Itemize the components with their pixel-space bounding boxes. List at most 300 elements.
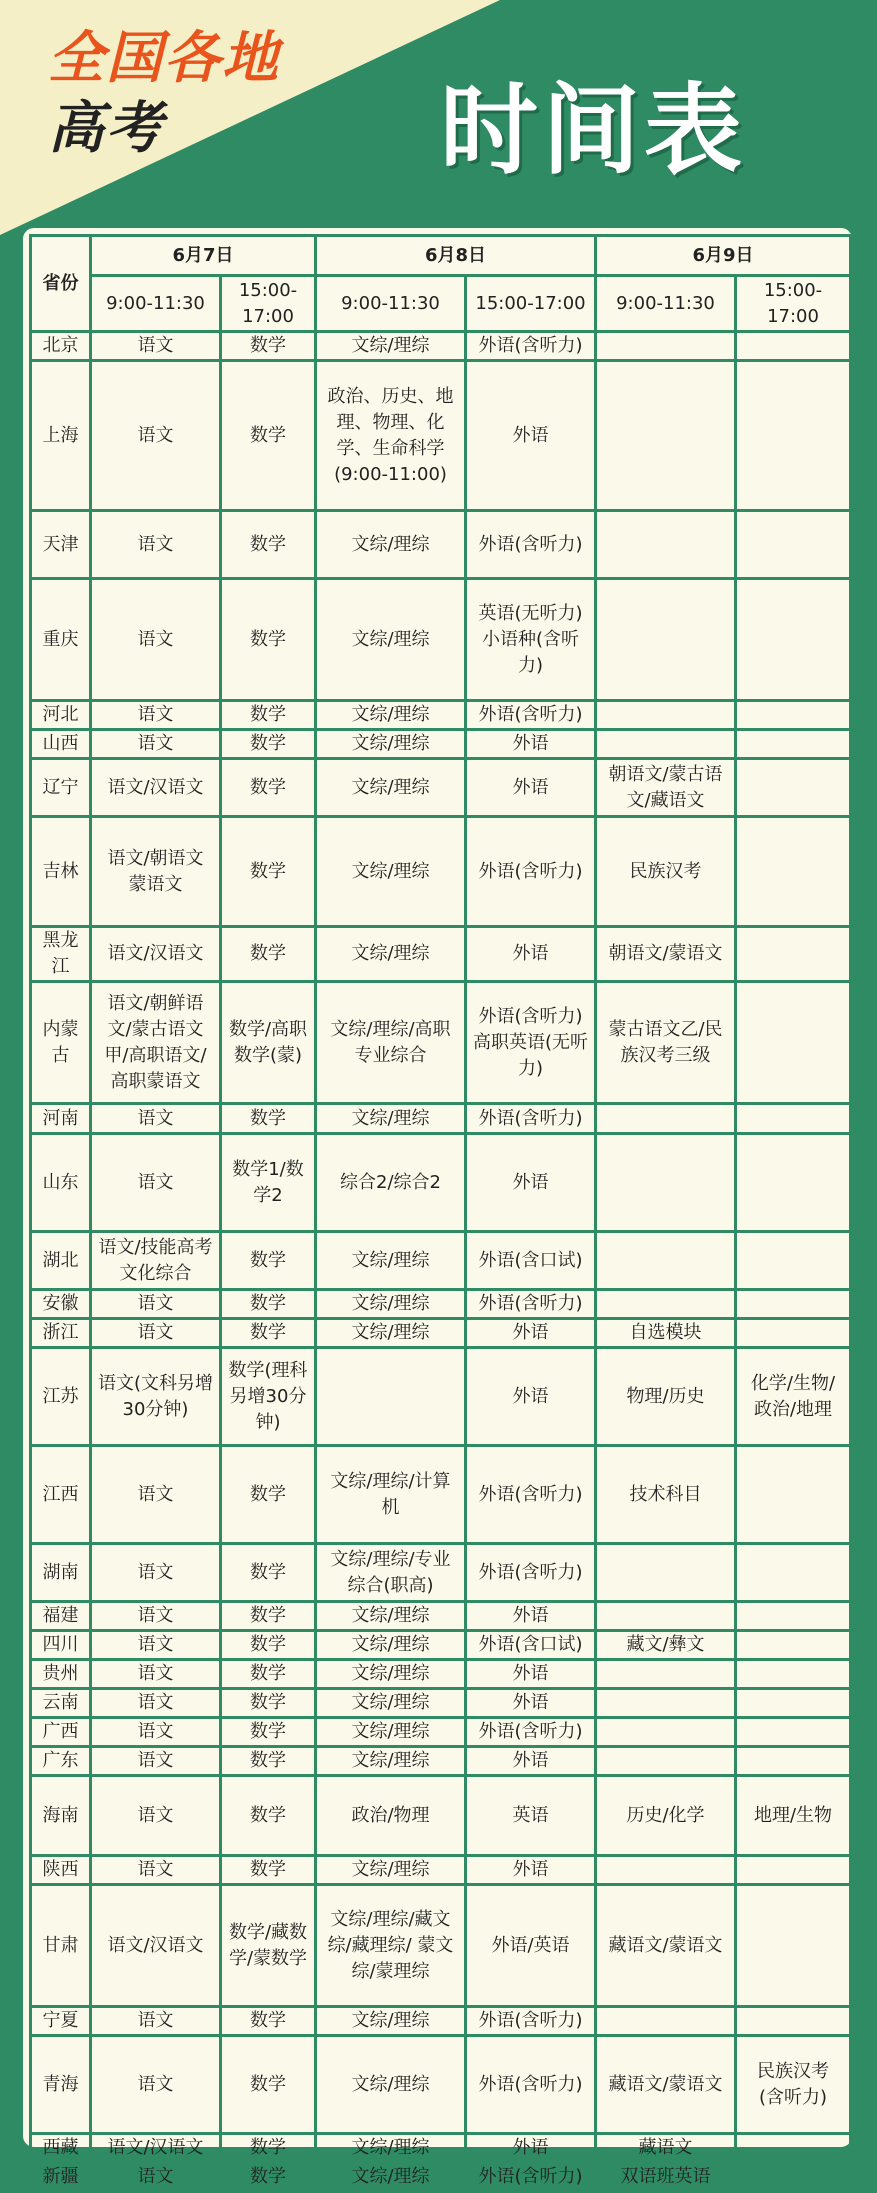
subject-text: 外语(含听力)	[478, 860, 583, 882]
subject-cell	[596, 982, 736, 1104]
subject-cell	[466, 1544, 596, 1602]
table-row	[31, 817, 851, 927]
subject-cell	[316, 361, 466, 511]
subject-text: 文综/理综	[351, 335, 430, 356]
subject-text: 技术科目	[629, 1483, 702, 1505]
subject-cell	[316, 1631, 466, 1660]
subject-cell	[596, 2007, 736, 2036]
subject-cell	[91, 1631, 221, 1660]
subject-text: 语文	[137, 335, 174, 356]
province-cell: 山东	[31, 1134, 91, 1232]
subject-text: 外语/英语	[491, 1934, 570, 1956]
subject-cell	[596, 1747, 736, 1776]
province-cell: 新疆	[31, 2163, 91, 2192]
subject-text: 语文/汉语文	[107, 2137, 204, 2158]
subject-cell	[221, 1290, 316, 1319]
subject-text: 外语	[512, 2137, 549, 2158]
subject-text: 数学	[250, 1322, 286, 1343]
subject-cell	[221, 1660, 316, 1689]
date-header-1: 6月7日	[91, 236, 316, 276]
province-cell: 安徽	[31, 1290, 91, 1319]
table-row	[31, 332, 851, 361]
subject-text: 文综/理综	[351, 628, 430, 650]
province-cell: 贵州	[31, 1660, 91, 1689]
subject-text: 外语	[512, 1385, 549, 1407]
subject-cell	[221, 332, 316, 361]
subject-text: 历史/化学	[626, 1804, 705, 1826]
subject-cell	[596, 2134, 736, 2163]
subject-cell	[466, 701, 596, 730]
subject-cell	[316, 730, 466, 759]
subject-cell	[736, 361, 851, 511]
subject-cell	[316, 2163, 466, 2192]
subject-cell	[91, 1776, 221, 1856]
subject-text: 语文	[137, 628, 174, 650]
subject-cell	[91, 361, 221, 511]
subject-text: 数学	[250, 1859, 286, 1880]
subject-cell	[736, 332, 851, 361]
subject-text: 外语(含听力)	[478, 335, 583, 356]
subject-cell	[736, 1319, 851, 1348]
subject-text: 双语班英语	[620, 2166, 711, 2187]
title-line-2	[48, 94, 378, 164]
subject-text: 语文/汉语文	[107, 776, 204, 798]
subject-cell	[466, 730, 596, 759]
subject-cell	[316, 1134, 466, 1232]
subject-cell	[316, 1544, 466, 1602]
subject-text: 政治/物理	[351, 1804, 430, 1826]
subject-cell	[221, 1319, 316, 1348]
subject-cell	[316, 1602, 466, 1631]
subject-cell	[221, 982, 316, 1104]
subject-text: 物理/历史	[626, 1385, 705, 1407]
subject-cell	[316, 927, 466, 982]
subject-cell	[221, 1134, 316, 1232]
subject-cell	[91, 1134, 221, 1232]
subject-text: 数学	[250, 733, 286, 754]
subject-text: 文综/理综	[351, 1859, 430, 1880]
subject-cell	[221, 2007, 316, 2036]
subject-text: 语文/汉语文	[107, 943, 204, 964]
province-cell: 江西	[31, 1446, 91, 1544]
subject-text: 语文/朝鲜语 文/蒙古语文 甲/高职语文/ 高职蒙语文	[104, 992, 207, 1092]
subject-cell	[736, 1602, 851, 1631]
subject-text: 化学/生物/ 政治/地理	[750, 1372, 836, 1420]
subject-cell	[91, 2134, 221, 2163]
subject-cell	[736, 2036, 851, 2134]
table-row	[31, 2163, 851, 2192]
subject-cell	[466, 1776, 596, 1856]
subject-text: 文综/理综	[351, 2137, 430, 2158]
subject-cell	[596, 1885, 736, 2007]
header-row-times	[31, 276, 851, 332]
subject-cell	[596, 701, 736, 730]
subject-text: 数学/藏数 学/蒙数学	[228, 1921, 308, 1969]
table-row	[31, 1602, 851, 1631]
subject-cell	[466, 2007, 596, 2036]
subject-cell	[736, 1718, 851, 1747]
table-row	[31, 759, 851, 817]
subject-cell	[596, 332, 736, 361]
subject-text: 朝语文/蒙语文	[608, 943, 723, 964]
subject-cell	[736, 579, 851, 701]
table-row	[31, 2036, 851, 2134]
subject-cell	[736, 1747, 851, 1776]
subject-text: 文综/理综/藏文 综/藏理综/ 蒙文 综/蒙理综	[327, 1908, 454, 1982]
province-cell: 重庆	[31, 579, 91, 701]
subject-text: 数学	[250, 424, 286, 446]
subject-cell	[736, 1348, 851, 1446]
subject-cell	[221, 730, 316, 759]
subject-text: 语文	[137, 1322, 174, 1343]
subject-cell	[596, 2036, 736, 2134]
subject-cell	[221, 1856, 316, 1885]
table-row	[31, 1631, 851, 1660]
table-row	[31, 1319, 851, 1348]
subject-cell	[221, 1348, 316, 1446]
subject-cell	[221, 579, 316, 701]
subject-cell	[596, 759, 736, 817]
subject-cell	[316, 759, 466, 817]
subject-cell	[316, 1776, 466, 1856]
subject-text: 外语	[512, 1605, 549, 1626]
subject-cell	[91, 1689, 221, 1718]
date-header-2: 6月8日	[316, 236, 596, 276]
subject-cell	[466, 511, 596, 579]
schedule-card	[20, 225, 855, 2187]
subject-cell	[91, 2036, 221, 2134]
subject-cell	[736, 1104, 851, 1134]
table-row	[31, 2007, 851, 2036]
province-cell: 天津	[31, 511, 91, 579]
subject-text: 外语	[512, 776, 549, 798]
subject-cell	[596, 817, 736, 927]
title-line-1-text: 全国各地	[48, 26, 280, 91]
subject-cell	[221, 927, 316, 982]
subject-text: 外语(含听力)	[478, 1561, 583, 1583]
subject-cell	[316, 817, 466, 927]
subject-text: 自选模块	[629, 1322, 702, 1343]
subject-text: 文综/理综	[351, 1634, 430, 1655]
subject-text: 数学	[250, 776, 286, 798]
subject-text: 外语	[512, 1750, 549, 1771]
table-row	[31, 1348, 851, 1446]
subject-cell	[91, 579, 221, 701]
subject-cell	[221, 701, 316, 730]
subject-cell	[596, 1232, 736, 1290]
subject-text: 英语(无听力) 小语种(含听 力)	[478, 602, 583, 676]
subject-cell	[466, 1602, 596, 1631]
subject-text: 文综/理综	[351, 776, 430, 798]
province-cell: 山西	[31, 730, 91, 759]
province-cell: 辽宁	[31, 759, 91, 817]
subject-cell	[221, 1689, 316, 1718]
subject-text: 地理/生物	[753, 1804, 833, 1826]
subject-cell	[316, 579, 466, 701]
subject-text: 文综/理综	[351, 733, 430, 754]
subject-text: 外语	[512, 1171, 549, 1193]
subject-cell	[736, 2134, 851, 2163]
subject-text: 数学	[250, 2073, 286, 2095]
subject-text: 语文	[137, 1721, 174, 1742]
time-header: 9:00-11:30	[316, 276, 466, 332]
subject-text: 语文	[137, 1859, 174, 1880]
subject-text: 英语	[512, 1804, 549, 1826]
subject-text: 语文/技能高考 文化综合	[98, 1236, 213, 1284]
subject-cell	[316, 511, 466, 579]
subject-cell	[466, 1290, 596, 1319]
subject-text: 数学	[250, 1692, 286, 1713]
subject-cell	[736, 1544, 851, 1602]
subject-text: 语文(文科另增 30分钟)	[97, 1372, 214, 1420]
province-cell: 黑龙江	[31, 927, 91, 982]
time-header: 9:00-11:30	[596, 276, 736, 332]
province-cell: 北京	[31, 332, 91, 361]
subject-cell	[466, 2036, 596, 2134]
subject-text: 数学	[250, 2166, 286, 2187]
table-row	[31, 511, 851, 579]
province-cell: 河南	[31, 1104, 91, 1134]
subject-cell	[221, 1885, 316, 2007]
table-row	[31, 1689, 851, 1718]
time-header: 15:00- 17:00	[221, 276, 316, 332]
subject-text: 外语(含口试)	[478, 1249, 583, 1271]
province-cell: 福建	[31, 1602, 91, 1631]
subject-text: 数学	[250, 1721, 286, 1742]
subject-cell	[316, 1232, 466, 1290]
subject-text: 外语(含口试)	[478, 1634, 583, 1655]
table-row	[31, 927, 851, 982]
subject-text: 数学	[250, 1804, 286, 1826]
subject-cell	[736, 1631, 851, 1660]
subject-cell	[221, 1104, 316, 1134]
table-row	[31, 701, 851, 730]
subject-text: 数学	[250, 1750, 286, 1771]
table-row	[31, 1660, 851, 1689]
subject-cell	[316, 982, 466, 1104]
time-header: 15:00-17:00	[466, 276, 596, 332]
province-cell: 湖北	[31, 1232, 91, 1290]
province-cell: 四川	[31, 1631, 91, 1660]
subject-cell	[316, 1718, 466, 1747]
subject-cell	[466, 927, 596, 982]
subject-text: 外语	[512, 1859, 549, 1880]
subject-text: 数学	[250, 1483, 286, 1505]
subject-cell	[736, 759, 851, 817]
subject-text: 外语	[512, 1663, 549, 1684]
subject-cell	[316, 2036, 466, 2134]
subject-text: 综合2/综合2	[340, 1171, 441, 1193]
subject-text: 文综/理综/计算 机	[330, 1470, 451, 1518]
time-header: 15:00- 17:00	[736, 276, 851, 332]
subject-cell	[466, 579, 596, 701]
province-cell: 广西	[31, 1718, 91, 1747]
province-cell: 海南	[31, 1776, 91, 1856]
subject-text: 文综/理综	[351, 860, 430, 882]
subject-text: 文综/理综/专业 综合(职高)	[330, 1548, 451, 1596]
subject-text: 语文	[137, 1561, 174, 1583]
subject-text: 数学	[250, 2137, 286, 2158]
subject-cell	[596, 511, 736, 579]
subject-cell	[596, 1660, 736, 1689]
subject-cell	[596, 1348, 736, 1446]
subject-cell	[466, 817, 596, 927]
subject-cell	[91, 1446, 221, 1544]
subject-cell	[596, 927, 736, 982]
subject-cell	[91, 1856, 221, 1885]
subject-cell	[466, 1660, 596, 1689]
subject-cell	[596, 1134, 736, 1232]
subject-text: 语文	[137, 1605, 174, 1626]
subject-text: 文综/理综	[351, 1750, 430, 1771]
subject-cell	[91, 2163, 221, 2192]
subject-text: 文综/理综	[351, 2073, 430, 2095]
subject-cell	[316, 332, 466, 361]
province-cell: 宁夏	[31, 2007, 91, 2036]
subject-cell	[466, 1134, 596, 1232]
subject-text: 语文	[137, 1804, 174, 1826]
subject-text: 文综/理综/高职 专业综合	[330, 1018, 451, 1066]
subject-cell	[91, 1602, 221, 1631]
subject-text: 藏语文/蒙语文	[608, 1934, 723, 1956]
subject-cell	[91, 759, 221, 817]
table-row	[31, 1747, 851, 1776]
subject-text: 外语(含听力)	[478, 2010, 583, 2031]
subject-text: 藏语文	[638, 2137, 693, 2158]
title-big	[440, 52, 746, 193]
subject-cell	[316, 2134, 466, 2163]
subject-text: 语文	[137, 424, 174, 446]
subject-text: 外语	[512, 424, 549, 446]
subject-text: 文综/理综	[351, 1293, 430, 1314]
subject-cell	[221, 759, 316, 817]
subject-text: 语文/朝语文 蒙语文	[107, 847, 204, 895]
subject-cell	[466, 982, 596, 1104]
subject-text: 语文	[137, 704, 174, 725]
subject-cell	[736, 1885, 851, 2007]
province-cell: 青海	[31, 2036, 91, 2134]
province-cell: 广东	[31, 1747, 91, 1776]
subject-text: 文综/理综	[351, 704, 430, 725]
subject-text: 外语(含听力)	[478, 1721, 583, 1742]
subject-text: 数学	[250, 335, 286, 356]
subject-cell	[466, 1856, 596, 1885]
title-line-2-text: 高考	[48, 96, 164, 161]
schedule-table	[29, 234, 852, 2193]
subject-cell	[596, 1776, 736, 1856]
subject-cell	[596, 1689, 736, 1718]
subject-cell	[221, 2134, 316, 2163]
subject-cell	[466, 1104, 596, 1134]
subject-text: 民族汉考	[629, 860, 702, 882]
table-row	[31, 1776, 851, 1856]
subject-cell	[596, 579, 736, 701]
subject-text: 语文	[137, 533, 174, 555]
subject-cell	[91, 927, 221, 982]
subject-text: 数学	[250, 860, 286, 882]
table-row	[31, 1885, 851, 2007]
province-cell: 吉林	[31, 817, 91, 927]
subject-cell	[316, 1747, 466, 1776]
subject-text: 数学/高职 数学(蒙)	[228, 1018, 308, 1066]
subject-cell	[316, 1885, 466, 2007]
subject-cell	[91, 1747, 221, 1776]
subject-text: 文综/理综	[351, 1322, 430, 1343]
subject-text: 数学	[250, 628, 286, 650]
subject-cell	[596, 1290, 736, 1319]
subject-text: 外语(含听力)	[478, 2166, 583, 2187]
subject-cell	[466, 1348, 596, 1446]
subject-cell	[466, 1319, 596, 1348]
subject-cell	[221, 1446, 316, 1544]
title-banner	[0, 0, 877, 235]
subject-text: 民族汉考 (含听力)	[757, 2060, 829, 2108]
subject-text: 文综/理综	[351, 1721, 430, 1742]
subject-text: 语文/汉语文	[107, 1934, 204, 1956]
subject-cell	[466, 1747, 596, 1776]
subject-text: 语文	[137, 1750, 174, 1771]
subject-text: 语文	[137, 733, 174, 754]
subject-cell	[91, 701, 221, 730]
province-cell: 湖南	[31, 1544, 91, 1602]
subject-text: 数学(理科 另增30分 钟)	[228, 1359, 308, 1433]
subject-text: 文综/理综	[351, 943, 430, 964]
subject-cell	[316, 701, 466, 730]
subject-text: 文综/理综	[351, 2010, 430, 2031]
table-row	[31, 1232, 851, 1290]
subject-cell	[466, 2134, 596, 2163]
table-row	[31, 982, 851, 1104]
subject-text: 数学	[250, 1561, 286, 1583]
subject-text: 朝语文/蒙古语 文/藏语文	[608, 763, 723, 811]
table-row	[31, 1104, 851, 1134]
subject-text: 语文	[137, 1634, 174, 1655]
subject-cell	[221, 817, 316, 927]
subject-text: 外语(含听力)	[478, 1483, 583, 1505]
subject-cell	[91, 982, 221, 1104]
subject-cell	[736, 1856, 851, 1885]
subject-cell	[736, 2007, 851, 2036]
subject-cell	[596, 1718, 736, 1747]
subject-cell	[736, 1776, 851, 1856]
subject-cell	[736, 1689, 851, 1718]
subject-cell	[736, 1134, 851, 1232]
subject-cell	[736, 1660, 851, 1689]
subject-cell	[221, 1747, 316, 1776]
subject-cell	[596, 1319, 736, 1348]
table-row	[31, 1856, 851, 1885]
subject-text: 文综/理综	[351, 1605, 430, 1626]
subject-text: 数学	[250, 1605, 286, 1626]
subject-cell	[91, 2007, 221, 2036]
subject-cell	[316, 1689, 466, 1718]
subject-text: 藏文/彝文	[626, 1634, 705, 1655]
subject-cell	[221, 2163, 316, 2192]
subject-cell	[466, 1232, 596, 1290]
table-row	[31, 2134, 851, 2163]
table-row	[31, 1544, 851, 1602]
subject-cell	[596, 730, 736, 759]
province-cell: 江苏	[31, 1348, 91, 1446]
subject-cell	[91, 1885, 221, 2007]
subject-cell	[466, 361, 596, 511]
subject-cell	[221, 1544, 316, 1602]
province-header: 省份	[31, 236, 91, 332]
subject-cell	[91, 332, 221, 361]
province-cell: 西藏	[31, 2134, 91, 2163]
subject-text: 数学	[250, 1107, 286, 1129]
subject-text: 外语(含听力)	[478, 1293, 583, 1314]
